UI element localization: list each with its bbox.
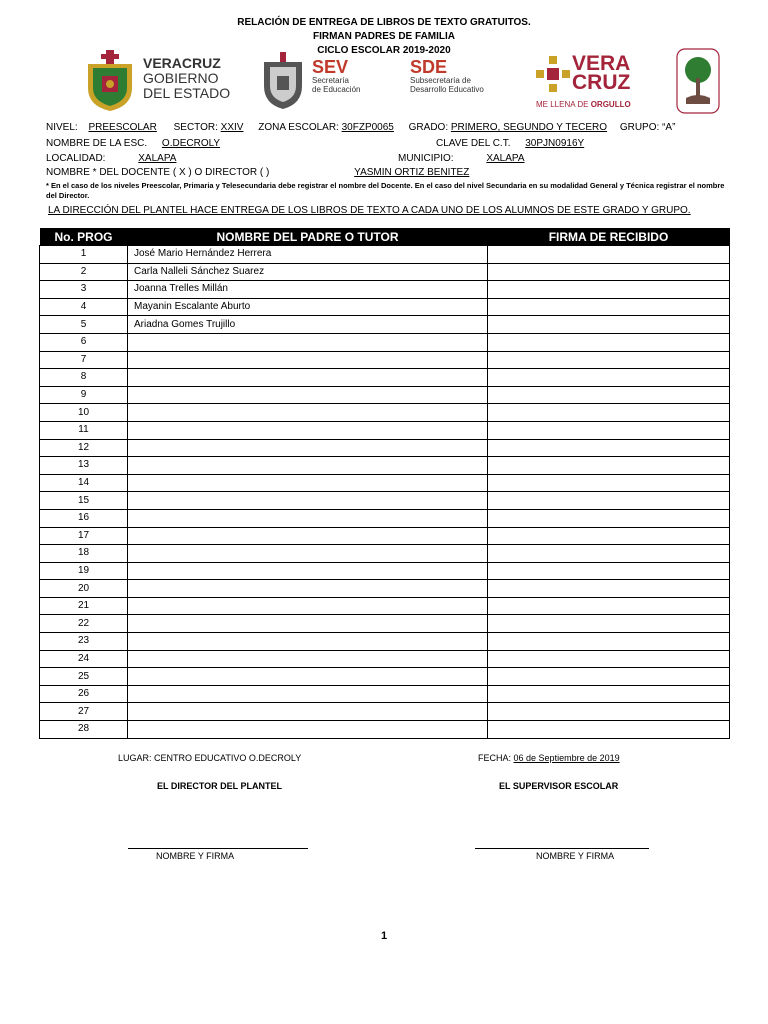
signature-cell[interactable] (488, 615, 730, 633)
table-row (40, 545, 730, 563)
tutor-name-cell[interactable] (128, 650, 488, 668)
signature-cell[interactable] (488, 369, 730, 387)
signature-cell[interactable] (488, 246, 730, 264)
table-row (40, 703, 730, 721)
signature-cell[interactable] (488, 298, 730, 316)
fecha-label: FECHA: (478, 753, 512, 763)
row-number: 25 (40, 668, 128, 686)
signature-cell[interactable] (488, 721, 730, 739)
signature-cell[interactable] (488, 509, 730, 527)
supervisor-title: EL SUPERVISOR ESCOLAR (499, 781, 619, 791)
table-row (40, 668, 730, 686)
grupo-label: GRUPO: (619, 122, 660, 133)
row-number: 4 (40, 298, 128, 316)
signature-cell[interactable] (488, 580, 730, 598)
grupo-value: “A” (662, 122, 676, 133)
docente-label: NOMBRE * DEL DOCENTE ( X ) O DIRECTOR ( ) (46, 167, 270, 178)
municipio-value: XALAPA (486, 153, 525, 164)
localidad-row (46, 153, 328, 165)
tutor-name-cell[interactable] (128, 439, 488, 457)
school-cycle: CICLO ESCOLAR 2019-2020 (317, 45, 451, 56)
tutor-name-cell[interactable]: Ariadna Gomes Trujillo (128, 316, 488, 334)
tutor-name-cell[interactable] (128, 615, 488, 633)
table-row (40, 492, 730, 510)
row-number: 3 (40, 281, 128, 299)
signature-cell[interactable] (488, 421, 730, 439)
clave-row (436, 138, 665, 150)
tutor-name-cell[interactable] (128, 685, 488, 703)
logo-text: de Educación (312, 85, 361, 94)
signature-cell[interactable] (488, 316, 730, 334)
row-number: 21 (40, 597, 128, 615)
row-number: 23 (40, 633, 128, 651)
conaliteg-seal-icon (676, 48, 720, 114)
sector-value: XXIV (220, 122, 244, 133)
nivel-label: NIVEL: (46, 122, 78, 133)
row-number: 28 (40, 721, 128, 739)
tutor-name-cell[interactable] (128, 369, 488, 387)
tutor-name-cell[interactable] (128, 597, 488, 615)
signature-line-left (128, 848, 308, 849)
tutor-name-cell[interactable] (128, 457, 488, 475)
signature-cell[interactable] (488, 281, 730, 299)
signature-cell[interactable] (488, 263, 730, 281)
logo-text: ME LLENA DE (536, 100, 589, 109)
signature-cell[interactable] (488, 527, 730, 545)
nivel-value: PREESCOLAR (88, 122, 157, 133)
row-number: 22 (40, 615, 128, 633)
table-row (40, 246, 730, 264)
logo-text: Subsecretaría de (410, 76, 471, 85)
row-number: 5 (40, 316, 128, 334)
footnote: * En el caso de los niveles Preescolar, Primaria y Telesecundaria debe registrar el nombre del Docente. En el caso del nivel Secundaria en su modalidad General y Técnica registrar el nombre del Director. (46, 181, 725, 200)
sector-label: SECTOR: (173, 122, 218, 133)
docente-value: YASMIN ORTIZ BENITEZ (354, 167, 470, 178)
row-number: 10 (40, 404, 128, 422)
logo-text: GOBIERNO (143, 70, 219, 86)
tutor-name-cell[interactable]: José Mario Hernández Herrera (128, 246, 488, 264)
row-number: 19 (40, 562, 128, 580)
signature-line-right (475, 848, 649, 849)
doc-title: RELACIÓN DE ENTREGA DE LIBROS DE TEXTO GRATUITOS. (237, 17, 531, 28)
logo-text: CRUZ (572, 71, 631, 94)
tutor-name-cell[interactable] (128, 333, 488, 351)
row-number: 8 (40, 369, 128, 387)
row-number: 1 (40, 246, 128, 264)
tutor-name-cell[interactable] (128, 721, 488, 739)
municipio-label: MUNICIPIO: (398, 153, 454, 164)
table-row (40, 316, 730, 334)
row-number: 24 (40, 650, 128, 668)
table-row (40, 439, 730, 457)
tutor-name-cell[interactable]: Joanna Trelles Millán (128, 281, 488, 299)
logo-text: SDE (410, 57, 448, 77)
zona-label: ZONA ESCOLAR: (258, 122, 339, 133)
municipio-row (398, 153, 686, 165)
signature-cell[interactable] (488, 492, 730, 510)
signature-cell[interactable] (488, 386, 730, 404)
logo-text: VERA (572, 52, 631, 75)
table-row (40, 580, 730, 598)
tutor-name-cell[interactable] (128, 562, 488, 580)
tutor-name-cell[interactable] (128, 351, 488, 369)
signature-cell[interactable] (488, 404, 730, 422)
signature-cell[interactable] (488, 439, 730, 457)
column-header: NOMBRE DEL PADRE O TUTOR (128, 228, 488, 246)
localidad-label: LOCALIDAD: (46, 153, 106, 164)
tutor-name-cell[interactable] (128, 404, 488, 422)
signature-cell[interactable] (488, 474, 730, 492)
table-row (40, 527, 730, 545)
tutor-name-cell[interactable] (128, 703, 488, 721)
row-number: 12 (40, 439, 128, 457)
veracruz-pattern-icon (536, 56, 570, 92)
table-row (40, 333, 730, 351)
firma-label-right: NOMBRE Y FIRMA (536, 851, 615, 861)
statement: LA DIRECCIÓN DEL PLANTEL HACE ENTREGA DE LOS LIBROS DE TEXTO A CADA UNO DE LOS ALUMNOS DE ESTE GRADO Y GRUPO. (48, 205, 691, 216)
table-row (40, 281, 730, 299)
row-number: 20 (40, 580, 128, 598)
grado-value: PRIMERO, SEGUNDO Y TECERO (450, 122, 608, 133)
table-row (40, 457, 730, 475)
table-row (40, 562, 730, 580)
signature-cell[interactable] (488, 668, 730, 686)
row-number: 11 (40, 421, 128, 439)
column-header: FIRMA DE RECIBIDO (488, 228, 730, 246)
logo-text: Secretaría (312, 76, 349, 85)
logo-strip (0, 44, 768, 114)
tutor-name-cell[interactable] (128, 668, 488, 686)
roster-table (39, 228, 730, 739)
logo-text: ORGULLO (590, 100, 631, 109)
table-row (40, 650, 730, 668)
signature-cell[interactable] (488, 650, 730, 668)
table-row (40, 298, 730, 316)
signature-cell[interactable] (488, 457, 730, 475)
row-number: 17 (40, 527, 128, 545)
signature-cell[interactable] (488, 333, 730, 351)
signature-cell[interactable] (488, 703, 730, 721)
table-row (40, 615, 730, 633)
row-number: 16 (40, 509, 128, 527)
signature-cell[interactable] (488, 545, 730, 563)
tutor-name-cell[interactable] (128, 527, 488, 545)
table-row (40, 386, 730, 404)
fecha-value: 06 de Septiembre de 2019 (513, 753, 620, 763)
row-number: 2 (40, 263, 128, 281)
director-title: EL DIRECTOR DEL PLANTEL (157, 781, 283, 791)
signature-cell[interactable] (488, 597, 730, 615)
row-number: 18 (40, 545, 128, 563)
row-number: 6 (40, 333, 128, 351)
row-number: 26 (40, 685, 128, 703)
table-row (40, 597, 730, 615)
table-row (40, 685, 730, 703)
table-row (40, 351, 730, 369)
lugar-text: LUGAR: CENTRO EDUCATIVO O.DECROLY (118, 753, 302, 763)
zona-value: 30FZP0065 (341, 122, 394, 133)
fecha-row (478, 753, 620, 764)
row-number: 27 (40, 703, 128, 721)
doc-subtitle: FIRMAN PADRES DE FAMILIA (312, 31, 456, 42)
signature-cell[interactable] (488, 685, 730, 703)
signature-cell[interactable] (488, 633, 730, 651)
tutor-name-cell[interactable]: Carla Nalleli Sánchez Suarez (128, 263, 488, 281)
tutor-name-cell[interactable] (128, 580, 488, 598)
tutor-name-cell[interactable] (128, 386, 488, 404)
tutor-name-cell[interactable]: Mayanin Escalante Aburto (128, 298, 488, 316)
escuela-value: O.DECROLY (161, 138, 221, 149)
signature-cell[interactable] (488, 562, 730, 580)
signature-cell[interactable] (488, 351, 730, 369)
page-number: 1 (380, 930, 388, 942)
tutor-name-cell[interactable] (128, 509, 488, 527)
table-row (40, 633, 730, 651)
row-number: 13 (40, 457, 128, 475)
firma-label-left: NOMBRE Y FIRMA (156, 851, 235, 861)
row-number: 9 (40, 386, 128, 404)
veracruz-shield-icon (80, 50, 140, 112)
escuela-row (46, 138, 372, 150)
docente-row (46, 167, 744, 179)
column-header: No. PROG (40, 228, 128, 246)
row-number: 7 (40, 351, 128, 369)
clave-value: 30PJN0916Y (525, 138, 585, 149)
logo-text: SEV (312, 57, 349, 77)
table-row (40, 721, 730, 739)
row-number: 15 (40, 492, 128, 510)
table-row (40, 474, 730, 492)
row-number: 14 (40, 474, 128, 492)
logo-text: Desarrollo Educativo (410, 85, 484, 94)
nivel-row (46, 122, 675, 134)
escuela-label: NOMBRE DE LA ESC. (46, 138, 148, 149)
tutor-name-cell[interactable] (128, 633, 488, 651)
table-row (40, 263, 730, 281)
table-row (40, 369, 730, 387)
table-row (40, 404, 730, 422)
tutor-name-cell[interactable] (128, 492, 488, 510)
logo-text: VERACRUZ (143, 55, 221, 71)
logo-text: DEL ESTADO (143, 85, 231, 101)
tutor-name-cell[interactable] (128, 421, 488, 439)
tutor-name-cell[interactable] (128, 545, 488, 563)
sev-shield-icon (262, 52, 304, 110)
table-row (40, 421, 730, 439)
roster-body (40, 246, 730, 739)
tutor-name-cell[interactable] (128, 474, 488, 492)
grado-label: GRADO: (408, 122, 449, 133)
clave-label: CLAVE DEL C.T. (436, 138, 511, 149)
table-row (40, 509, 730, 527)
localidad-value: XALAPA (138, 153, 177, 164)
